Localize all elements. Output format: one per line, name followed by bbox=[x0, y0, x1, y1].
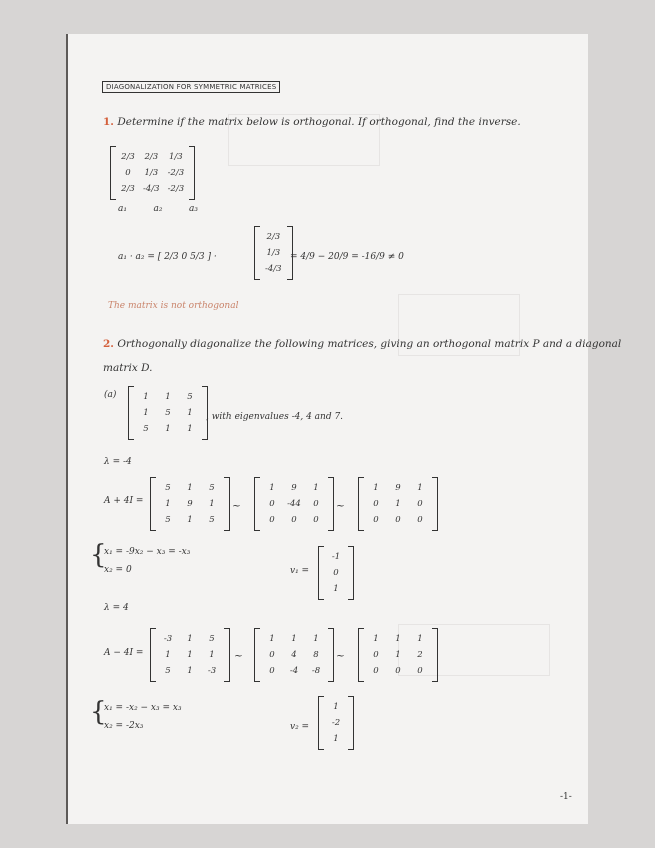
matrix-cell: 5 bbox=[187, 392, 193, 402]
matrix-cell: 5 bbox=[209, 634, 215, 644]
q1-prompt-text: Determine if the matrix below is orthogonal. If orthogonal, find the inverse. bbox=[117, 116, 521, 128]
matrix-cell: 5 bbox=[165, 483, 171, 493]
q1-matrix bbox=[110, 146, 195, 200]
system-2-eq1: x₁ = -x₂ − x₃ = x₃ bbox=[104, 703, 182, 713]
matrix-cell: 2/3 bbox=[266, 232, 281, 242]
matrix-cell: 2/3 bbox=[121, 184, 135, 194]
matrix-cell: 0 bbox=[269, 499, 275, 509]
matrix-cell: 2/3 bbox=[121, 152, 135, 162]
q1-prompt bbox=[103, 116, 521, 128]
col-label-a1: a₁ bbox=[118, 204, 127, 214]
matrix-cell: -8 bbox=[311, 666, 321, 676]
matrix-cell: 1 bbox=[395, 499, 401, 509]
q1-conclusion: The matrix is not orthogonal bbox=[108, 301, 239, 311]
column-labels bbox=[118, 204, 198, 214]
system-brace: { bbox=[90, 697, 107, 727]
matrix-cell: 1/3 bbox=[169, 152, 183, 162]
matrix-cell: 1 bbox=[417, 634, 423, 644]
matrix-cell: 1/3 bbox=[144, 168, 159, 178]
matrix-cell: 0 bbox=[373, 499, 379, 509]
matrix-cell: 0 bbox=[269, 515, 275, 525]
part-label: (a) bbox=[104, 390, 117, 400]
matrix-cell: -2/3 bbox=[167, 184, 185, 194]
matrix-cell: 1/3 bbox=[266, 248, 281, 258]
matrix-cell: -2 bbox=[331, 718, 341, 728]
q2-prompt-text: Orthogonally diagonalize the following matrices, giving an orthogonal matrix P and a diagonal bbox=[117, 338, 622, 350]
matrix-cell: 1 bbox=[187, 650, 193, 660]
matrix-cell: 1 bbox=[143, 392, 149, 402]
matrix-cell: 1 bbox=[187, 515, 193, 525]
matrix-cell: 5 bbox=[143, 424, 149, 434]
system-brace: { bbox=[90, 540, 107, 570]
matrix-cell: 1 bbox=[165, 392, 171, 402]
q2-prompt-line2: matrix D. bbox=[103, 362, 153, 374]
system-1-eq1: x₁ = -9x₂ − x₃ = -x₃ bbox=[104, 547, 191, 557]
matrix-cell: 5 bbox=[165, 408, 171, 418]
system-1-eq2: x₂ = 0 bbox=[104, 565, 132, 575]
q2-prompt-line1 bbox=[103, 338, 621, 350]
matrix-cell: 0 bbox=[333, 568, 339, 578]
matrix-cell: 9 bbox=[395, 483, 401, 493]
matrix-cell: 1 bbox=[417, 483, 423, 493]
matrix-cell: 0 bbox=[373, 515, 379, 525]
matrix-cell: 1 bbox=[269, 634, 275, 644]
matrix-cell: 1 bbox=[333, 702, 339, 712]
matrix-cell: -3 bbox=[207, 666, 217, 676]
matrix-cell: -2/3 bbox=[167, 168, 185, 178]
equivalence-symbol: ~ bbox=[234, 650, 243, 662]
matrix-cell: -44 bbox=[287, 499, 301, 509]
eigenvector-1 bbox=[318, 546, 354, 600]
matrix-cell: 1 bbox=[187, 483, 193, 493]
matrix-cell: -4/3 bbox=[143, 184, 160, 194]
matrix-cell: 1 bbox=[209, 499, 215, 509]
matrix-cell: 1 bbox=[187, 634, 193, 644]
matrix-cell: 1 bbox=[313, 483, 319, 493]
matrix-cell: 0 bbox=[373, 650, 379, 660]
a-minus-4i-matrix bbox=[150, 628, 230, 682]
matrix-cell: 8 bbox=[313, 650, 319, 660]
matrix-cell: 1 bbox=[313, 634, 319, 644]
matrix-cell: 0 bbox=[269, 666, 275, 676]
matrix-cell: 0 bbox=[395, 515, 401, 525]
matrix-cell: -1 bbox=[331, 552, 341, 562]
matrix-cell: 1 bbox=[395, 634, 401, 644]
matrix-cell: 5 bbox=[209, 483, 215, 493]
matrix-cell: 0 bbox=[291, 515, 297, 525]
matrix-cell: 1 bbox=[373, 483, 379, 493]
section-title: DIAGONALIZATION FOR SYMMETRIC MATRICES bbox=[102, 81, 280, 93]
matrix-cell: 1 bbox=[373, 634, 379, 644]
dot-product-lhs: a₁ · a₂ = [ 2/3 0 5/3 ] · bbox=[118, 252, 217, 262]
matrix-cell: 1 bbox=[209, 650, 215, 660]
matrix-cell: 1 bbox=[187, 424, 193, 434]
eigenvector-2 bbox=[318, 696, 354, 750]
matrix-cell: -4 bbox=[289, 666, 299, 676]
q2-number: 2. bbox=[103, 338, 114, 350]
matrix-cell: 0 bbox=[373, 666, 379, 676]
matrix-cell: 1 bbox=[187, 666, 193, 676]
lambda-2: λ = 4 bbox=[104, 603, 129, 613]
dot-product-result: = 4/9 − 20/9 = -16/9 ≠ 0 bbox=[290, 252, 404, 262]
matrix-cell: 1 bbox=[395, 650, 401, 660]
eigenvector-2-label: v₂ = bbox=[290, 722, 310, 732]
eigenvalues-note: , with eigenvalues -4, 4 and 7. bbox=[206, 412, 344, 422]
matrix-cell: 1 bbox=[165, 424, 171, 434]
matrix-cell: 1 bbox=[165, 650, 171, 660]
eigenvector-1-label: v₁ = bbox=[290, 566, 310, 576]
col-label-a2: a₂ bbox=[153, 204, 163, 214]
matrix-cell: 1 bbox=[333, 584, 339, 594]
row-reduced-matrix-1 bbox=[254, 477, 334, 531]
matrix-cell: 0 bbox=[417, 499, 423, 509]
matrix-cell: 5 bbox=[165, 515, 171, 525]
lambda-1: λ = -4 bbox=[104, 457, 132, 467]
col-label-a3: a₃ bbox=[189, 204, 198, 214]
matrix-cell: 1 bbox=[187, 408, 193, 418]
equivalence-symbol: ~ bbox=[232, 500, 241, 512]
matrix-cell: 0 bbox=[269, 650, 275, 660]
matrix-cell: 0 bbox=[313, 515, 319, 525]
a-plus-4i-matrix bbox=[150, 477, 230, 531]
matrix-cell: 0 bbox=[125, 168, 131, 178]
a-minus-4i-label: A − 4I = bbox=[104, 648, 144, 658]
matrix-cell: 0 bbox=[395, 666, 401, 676]
equivalence-symbol: ~ bbox=[336, 500, 345, 512]
q1-number: 1. bbox=[103, 116, 114, 128]
matrix-cell: 9 bbox=[187, 499, 193, 509]
matrix-cell: 4 bbox=[291, 650, 297, 660]
matrix-a bbox=[128, 386, 208, 440]
matrix-cell: 5 bbox=[209, 515, 215, 525]
equivalence-symbol: ~ bbox=[336, 650, 345, 662]
matrix-cell: 5 bbox=[165, 666, 171, 676]
matrix-cell: 2/3 bbox=[144, 152, 159, 162]
page-number: -1- bbox=[560, 792, 572, 802]
matrix-cell: 0 bbox=[417, 666, 423, 676]
matrix-cell: -3 bbox=[163, 634, 173, 644]
matrix-cell: 2 bbox=[417, 650, 423, 660]
matrix-cell: -4/3 bbox=[265, 264, 282, 274]
system-2-eq2: x₂ = -2x₃ bbox=[104, 721, 144, 731]
matrix-cell: 0 bbox=[417, 515, 423, 525]
matrix-cell: 0 bbox=[313, 499, 319, 509]
matrix-cell: 1 bbox=[291, 634, 297, 644]
matrix-cell: 1 bbox=[333, 734, 339, 744]
matrix-cell: 1 bbox=[269, 483, 275, 493]
row-reduced-matrix-3 bbox=[254, 628, 334, 682]
matrix-cell: 1 bbox=[143, 408, 149, 418]
matrix-cell: 1 bbox=[165, 499, 171, 509]
dot-product-vector bbox=[254, 226, 293, 280]
row-reduced-matrix-2 bbox=[358, 477, 438, 531]
matrix-cell: 9 bbox=[291, 483, 297, 493]
a-plus-4i-label: A + 4I = bbox=[104, 496, 144, 506]
row-reduced-matrix-4 bbox=[358, 628, 438, 682]
